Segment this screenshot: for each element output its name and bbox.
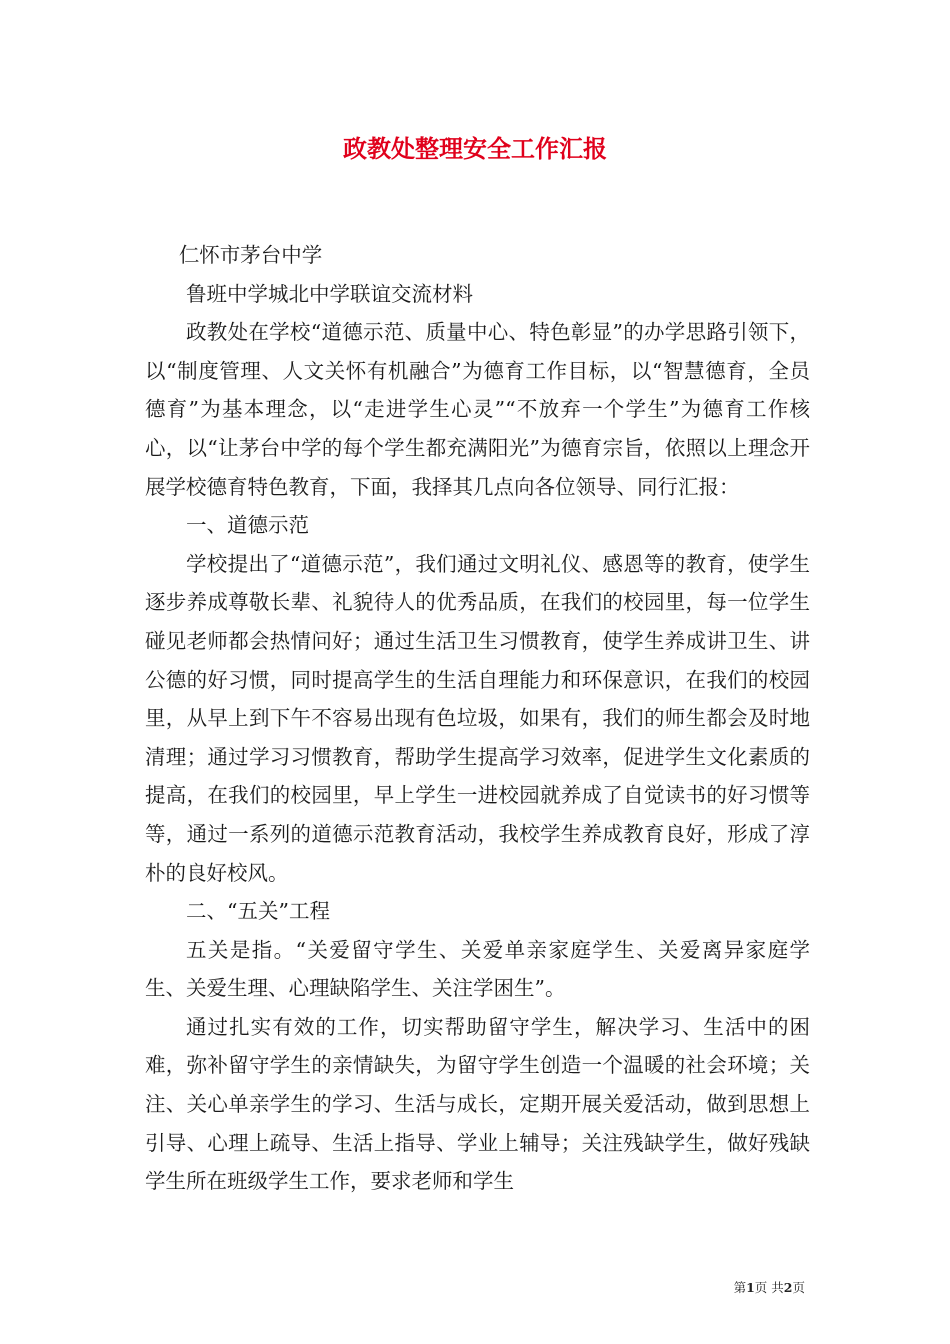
intro-paragraph: 政教处在学校“道德示范、质量中心、特色彰显”的办学思路引领下，以“制度管理、人文关怀有机融合”为德育工作目标，以“智慧德育，全员德育”为基本理念，以“走进学生心灵”“不放弃一个学生”为德育工作核心，以“让茅台中学的每个学生都充满阳光”为德育宗旨，依照以上理念开展学校德育特色教育，下面，我择其几点向各位领导、同行汇报： [145,320,810,499]
section-heading-1: 一、道德示范 [186,513,309,538]
footer-suffix: 页 [792,1280,805,1295]
section-heading-2: 二、“五关”工程 [186,899,330,924]
material-subtitle: 鲁班中学城北中学联谊交流材料 [186,281,473,306]
school-name: 仁怀市茅台中学 [178,243,323,267]
page-footer [734,1280,805,1296]
section-2-definition: 五关是指。“关爱留守学生、关爱单亲家庭学生、关爱离异家庭学生、关爱生理、心理缺陷学生、关注学困生”。 [145,937,810,1001]
footer-middle: 页 共 [754,1280,784,1295]
section-2-paragraph: 通过扎实有效的工作，切实帮助留守学生，解决学习、生活中的困难，弥补留守学生的亲情缺失，为留守学生创造一个温暖的社会环境；关注、关心单亲学生的学习、生活与成长，定期开展关爱活动，做到思想上引导、心理上疏导、生活上指导、学业上辅导；关注残缺学生，做好残缺学生所在班级学生工作，要求老师和学生 [145,1014,810,1194]
document-title: 政教处整理安全工作汇报 [343,134,607,163]
footer-prefix: 第 [733,1280,747,1295]
current-page-number: 1 [746,1280,755,1295]
section-1-paragraph: 学校提出了“道德示范”，我们通过文明礼仪、感恩等的教育，使学生逐步养成尊敬长辈、礼貌待人的优秀品质，在我们的校园里，每一位学生碰见老师都会热情问好；通过生活卫生习惯教育，使学生养成讲卫生、讲公德的好习惯，同时提高学生的生活自理能力和环保意识，在我们的校园里，从早上到下午不容易出现有色垃圾，如果有，我们的师生都会及时地清理；通过学习习惯教育，帮助学生提高学习效率，促进学生文化素质的提高，在我们的校园里，早上学生一进校园就养成了自觉读书的好习惯等等，通过一系列的道德示范教育活动，我校学生养成教育良好，形成了淳朴的良好校风。 [145,551,810,885]
document-body [145,236,810,1201]
total-page-number: 2 [783,1280,793,1295]
